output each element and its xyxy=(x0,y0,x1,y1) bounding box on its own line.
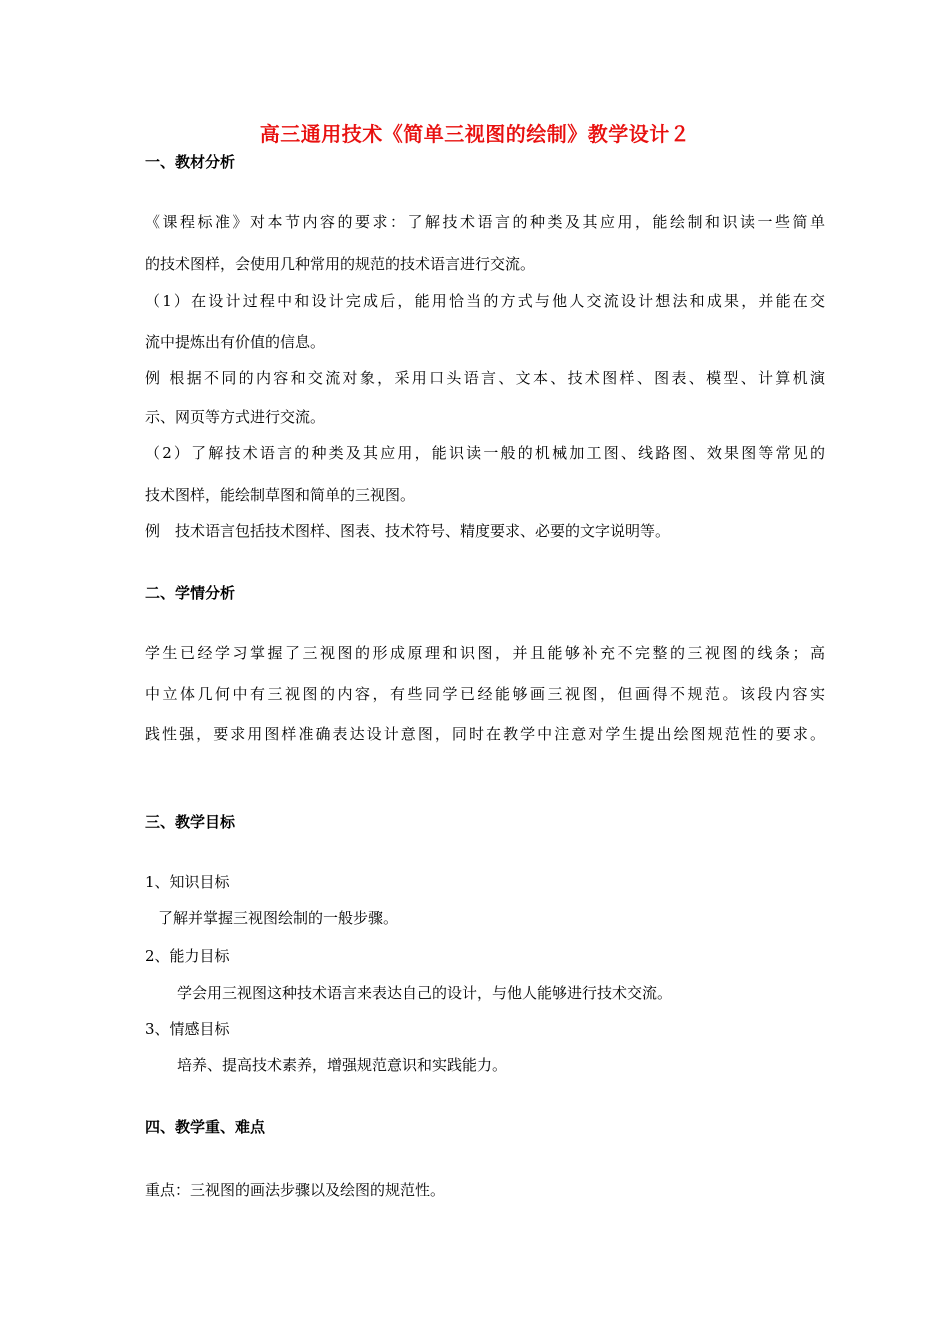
paragraph-line: 流中提炼出有价值的信息。 xyxy=(145,333,326,351)
paragraph-line: （2）了解技术语言的种类及其应用，能识读一般的机械加工图、线路图、效果图等常见的 xyxy=(145,444,825,462)
goal-label: 3、情感目标 xyxy=(145,1020,230,1038)
goal-text: 了解并掌握三视图绘制的一般步骤。 xyxy=(158,909,399,927)
section-heading-teaching-goals: 三、教学目标 xyxy=(145,813,236,831)
goal-label: 2、能力目标 xyxy=(145,947,230,965)
paragraph-line: 中立体几何中有三视图的内容，有些同学已经能够画三视图，但画得不规范。该段内容实 xyxy=(145,685,825,703)
document-title: 高三通用技术《简单三视图的绘制》教学设计２ xyxy=(259,122,691,146)
paragraph-line: 示、网页等方式进行交流。 xyxy=(145,408,326,426)
paragraph-line: （1）在设计过程中和设计完成后，能用恰当的方式与他人交流设计想法和成果，并能在交 xyxy=(145,292,825,310)
goal-text: 培养、提高技术素养，增强规范意识和实践能力。 xyxy=(177,1056,508,1074)
section-heading-student-analysis: 二、学情分析 xyxy=(145,584,236,602)
paragraph-line: 的技术图样，会使用几种常用的规范的技术语言进行交流。 xyxy=(145,255,536,273)
section-heading-key-difficult-points: 四、教学重、难点 xyxy=(145,1118,266,1136)
goal-label: 1、知识目标 xyxy=(145,873,230,891)
paragraph-line: 例 根据不同的内容和交流对象，采用口头语言、文本、技术图样、图表、模型、计算机演 xyxy=(145,369,825,387)
paragraph-line: 践性强，要求用图样准确表达设计意图，同时在教学中注意对学生提出绘图规范性的要求。 xyxy=(145,725,825,743)
paragraph-line: 学生已经学习掌握了三视图的形成原理和识图，并且能够补充不完整的三视图的线条；高 xyxy=(145,644,825,662)
paragraph-line: 技术图样，能绘制草图和简单的三视图。 xyxy=(145,486,416,504)
goal-text: 学会用三视图这种技术语言来表达自己的设计，与他人能够进行技术交流。 xyxy=(177,984,673,1002)
key-point-text: 重点：三视图的画法步骤以及绘图的规范性。 xyxy=(145,1181,446,1199)
section-heading-textbook-analysis: 一、教材分析 xyxy=(145,153,236,171)
paragraph-line: 例 技术语言包括技术图样、图表、技术符号、精度要求、必要的文字说明等。 xyxy=(145,522,671,540)
paragraph-line: 《课程标准》对本节内容的要求：了解技术语言的种类及其应用，能绘制和识读一些简单 xyxy=(145,213,825,231)
